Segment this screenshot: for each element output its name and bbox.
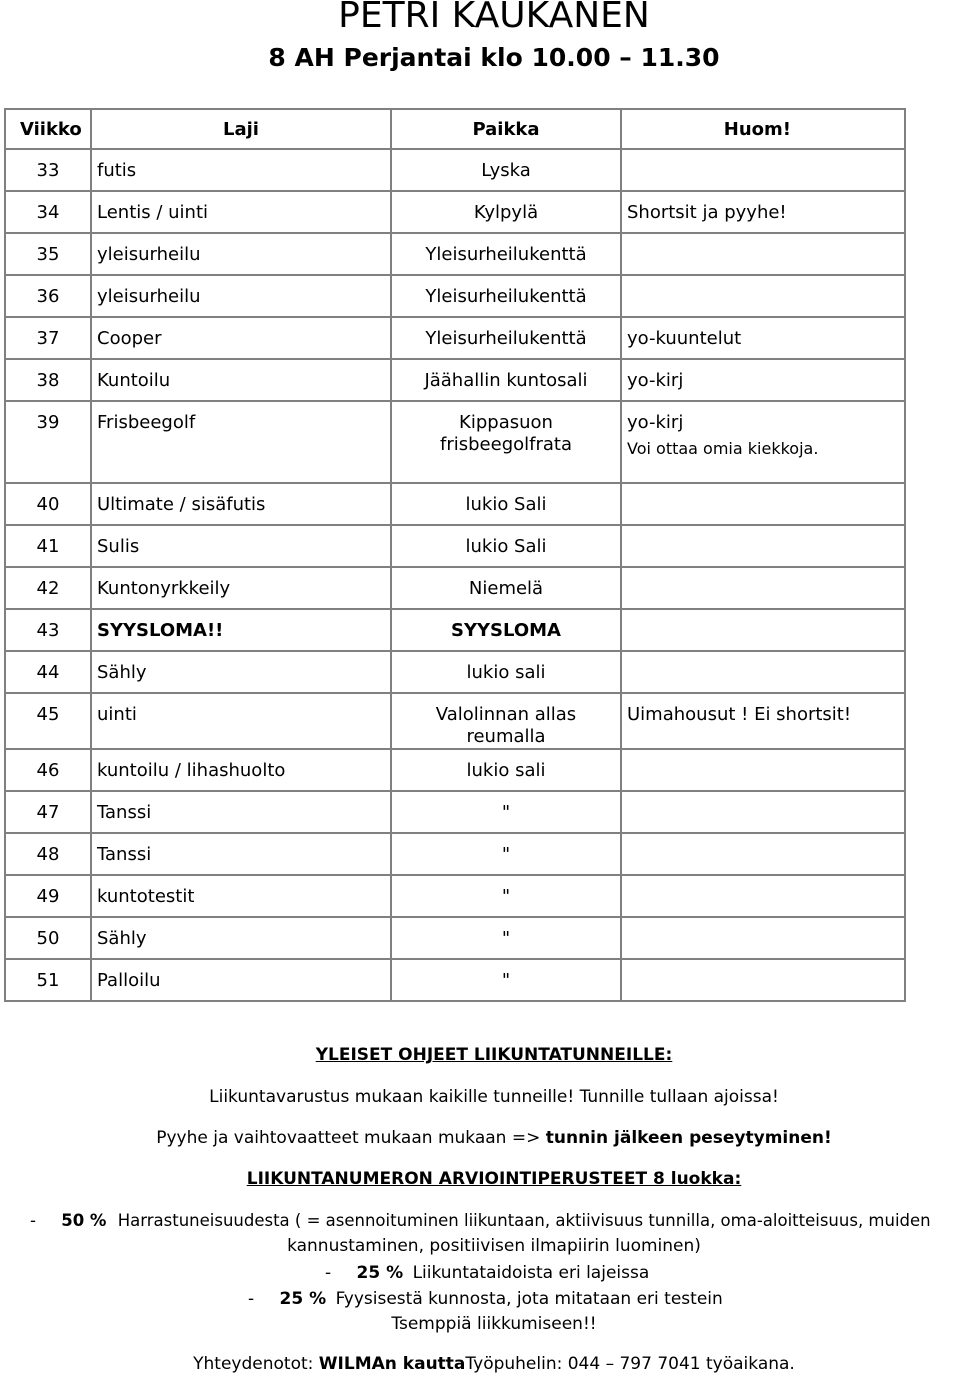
criteria-item-2: - 25 % Liikuntataidoista eri lajeissa xyxy=(325,1263,650,1283)
criteria-item-1: - 50 % Harrastuneisuudesta ( = asennoituminen liikuntaan, aktiivisuus tunnilla, oma-aloitteisuus, muiden xyxy=(30,1211,931,1230)
week-cell: 43 xyxy=(5,609,91,651)
contact-line: Yhteydenotot: WILMAn kauttaTyöpuhelin: 044 – 797 7041 työaikana. xyxy=(193,1354,795,1374)
week-cell: 47 xyxy=(5,791,91,833)
table-row xyxy=(5,833,905,875)
sport-cell: Ultimate / sisäfutis xyxy=(91,483,391,525)
week-cell: 49 xyxy=(5,875,91,917)
week-cell: 34 xyxy=(5,191,91,233)
sport-cell: Tanssi xyxy=(91,833,391,875)
table-row xyxy=(5,959,905,1001)
table-row xyxy=(5,917,905,959)
sport-cell: Sulis xyxy=(91,525,391,567)
table-row xyxy=(5,317,905,359)
week-cell: 41 xyxy=(5,525,91,567)
place-cell: Yleisurheilukenttä xyxy=(391,233,621,275)
place-cell: Niemelä xyxy=(391,567,621,609)
place-cell: " xyxy=(391,875,621,917)
sport-cell: Kuntoilu xyxy=(91,359,391,401)
table-row xyxy=(5,609,905,651)
teacher-name: PETRI KAUKANEN xyxy=(338,0,650,36)
schedule-table xyxy=(4,108,906,1002)
table-row xyxy=(5,525,905,567)
sport-cell: Sähly xyxy=(91,651,391,693)
place-cell: Yleisurheilukenttä xyxy=(391,317,621,359)
week-cell: 38 xyxy=(5,359,91,401)
place-cell: SYYSLOMA xyxy=(391,609,621,651)
week-cell: 45 xyxy=(5,693,91,749)
table-row xyxy=(5,191,905,233)
note-cell xyxy=(621,875,905,917)
table-row xyxy=(5,401,905,483)
place-cell: Jäähallin kuntosali xyxy=(391,359,621,401)
place-cell: " xyxy=(391,959,621,1001)
place-cell: Valolinnan allas reumalla xyxy=(391,693,621,749)
table-row xyxy=(5,359,905,401)
sport-cell: kuntotestit xyxy=(91,875,391,917)
sport-cell: Palloilu xyxy=(91,959,391,1001)
place-cell: lukio Sali xyxy=(391,525,621,567)
criteria-item-3: - 25 % Fyysisestä kunnosta, jota mitataan eri testein xyxy=(248,1289,723,1309)
sport-cell: Sähly xyxy=(91,917,391,959)
header-note: Huom! xyxy=(621,109,905,149)
week-cell: 39 xyxy=(5,401,91,483)
note-cell xyxy=(621,959,905,1001)
week-cell: 40 xyxy=(5,483,91,525)
place-cell: " xyxy=(391,833,621,875)
place-cell: lukio sali xyxy=(391,651,621,693)
place-cell: lukio Sali xyxy=(391,483,621,525)
place-cell: Yleisurheilukenttä xyxy=(391,275,621,317)
note-cell: yo-kuuntelut xyxy=(621,317,905,359)
note-cell xyxy=(621,483,905,525)
table-row xyxy=(5,275,905,317)
table-row xyxy=(5,693,905,749)
week-cell: 36 xyxy=(5,275,91,317)
instructions-line-1: Liikuntavarustus mukaan kaikille tunneille! Tunnille tullaan ajoissa! xyxy=(209,1087,779,1107)
place-cell: Kippasuon frisbeegolfrata xyxy=(391,401,621,483)
note-cell xyxy=(621,525,905,567)
note-extra: Voi ottaa omia kiekkoja. xyxy=(627,439,819,458)
note-cell xyxy=(621,609,905,651)
sport-cell: futis xyxy=(91,149,391,191)
sport-cell: yleisurheilu xyxy=(91,233,391,275)
table-row xyxy=(5,791,905,833)
table-row xyxy=(5,233,905,275)
place-cell: " xyxy=(391,917,621,959)
criteria-heading: LIIKUNTANUMERON ARVIOINTIPERUSTEET 8 luokka: xyxy=(246,1169,742,1189)
note-cell xyxy=(621,749,905,791)
week-cell: 50 xyxy=(5,917,91,959)
header-week: Viikko xyxy=(5,109,91,149)
sport-cell: SYYSLOMA!! xyxy=(91,609,391,651)
sport-cell: Frisbeegolf xyxy=(91,401,391,483)
sport-cell: uinti xyxy=(91,693,391,749)
week-cell: 48 xyxy=(5,833,91,875)
table-row xyxy=(5,483,905,525)
criteria-item-1-cont: kannustaminen, positiivisen ilmapiirin luominen) xyxy=(287,1236,701,1256)
sport-cell: Tanssi xyxy=(91,791,391,833)
week-cell: 42 xyxy=(5,567,91,609)
sport-cell: Cooper xyxy=(91,317,391,359)
place-cell: Kylpylä xyxy=(391,191,621,233)
sport-cell: kuntoilu / lihashuolto xyxy=(91,749,391,791)
table-row xyxy=(5,651,905,693)
sport-cell: yleisurheilu xyxy=(91,275,391,317)
table-row xyxy=(5,149,905,191)
note-cell xyxy=(621,275,905,317)
note-cell xyxy=(621,791,905,833)
header-sport: Laji xyxy=(91,109,391,149)
week-cell: 35 xyxy=(5,233,91,275)
note-cell xyxy=(621,567,905,609)
sport-cell: Kuntonyrkkeily xyxy=(91,567,391,609)
note-cell: yo-kirj xyxy=(621,359,905,401)
week-cell: 33 xyxy=(5,149,91,191)
table-row xyxy=(5,749,905,791)
week-cell: 44 xyxy=(5,651,91,693)
encouragement: Tsemppiä liikkumiseen!! xyxy=(391,1314,597,1334)
week-cell: 51 xyxy=(5,959,91,1001)
week-cell: 46 xyxy=(5,749,91,791)
header-place: Paikka xyxy=(391,109,621,149)
note-cell: Shortsit ja pyyhe! xyxy=(621,191,905,233)
place-cell: lukio sali xyxy=(391,749,621,791)
table-row xyxy=(5,875,905,917)
table-header-row xyxy=(5,109,905,149)
note-cell: Uimahousut ! Ei shortsit! xyxy=(621,693,905,749)
instructions-line-2: Pyyhe ja vaihtovaatteet mukaan mukaan => tunnin jälkeen peseytyminen! xyxy=(156,1128,832,1148)
note-cell xyxy=(621,917,905,959)
note-cell: yo-kirj Voi ottaa omia kiekkoja. xyxy=(621,401,905,483)
instructions-heading: YLEISET OHJEET LIIKUNTATUNNEILLE: xyxy=(315,1045,673,1065)
place-cell: " xyxy=(391,791,621,833)
note-cell xyxy=(621,149,905,191)
note-cell xyxy=(621,651,905,693)
week-cell: 37 xyxy=(5,317,91,359)
group-and-time: 8 AH Perjantai klo 10.00 – 11.30 xyxy=(268,43,720,72)
sport-cell: Lentis / uinti xyxy=(91,191,391,233)
note-cell xyxy=(621,233,905,275)
table-row xyxy=(5,567,905,609)
note-cell xyxy=(621,833,905,875)
place-cell: Lyska xyxy=(391,149,621,191)
